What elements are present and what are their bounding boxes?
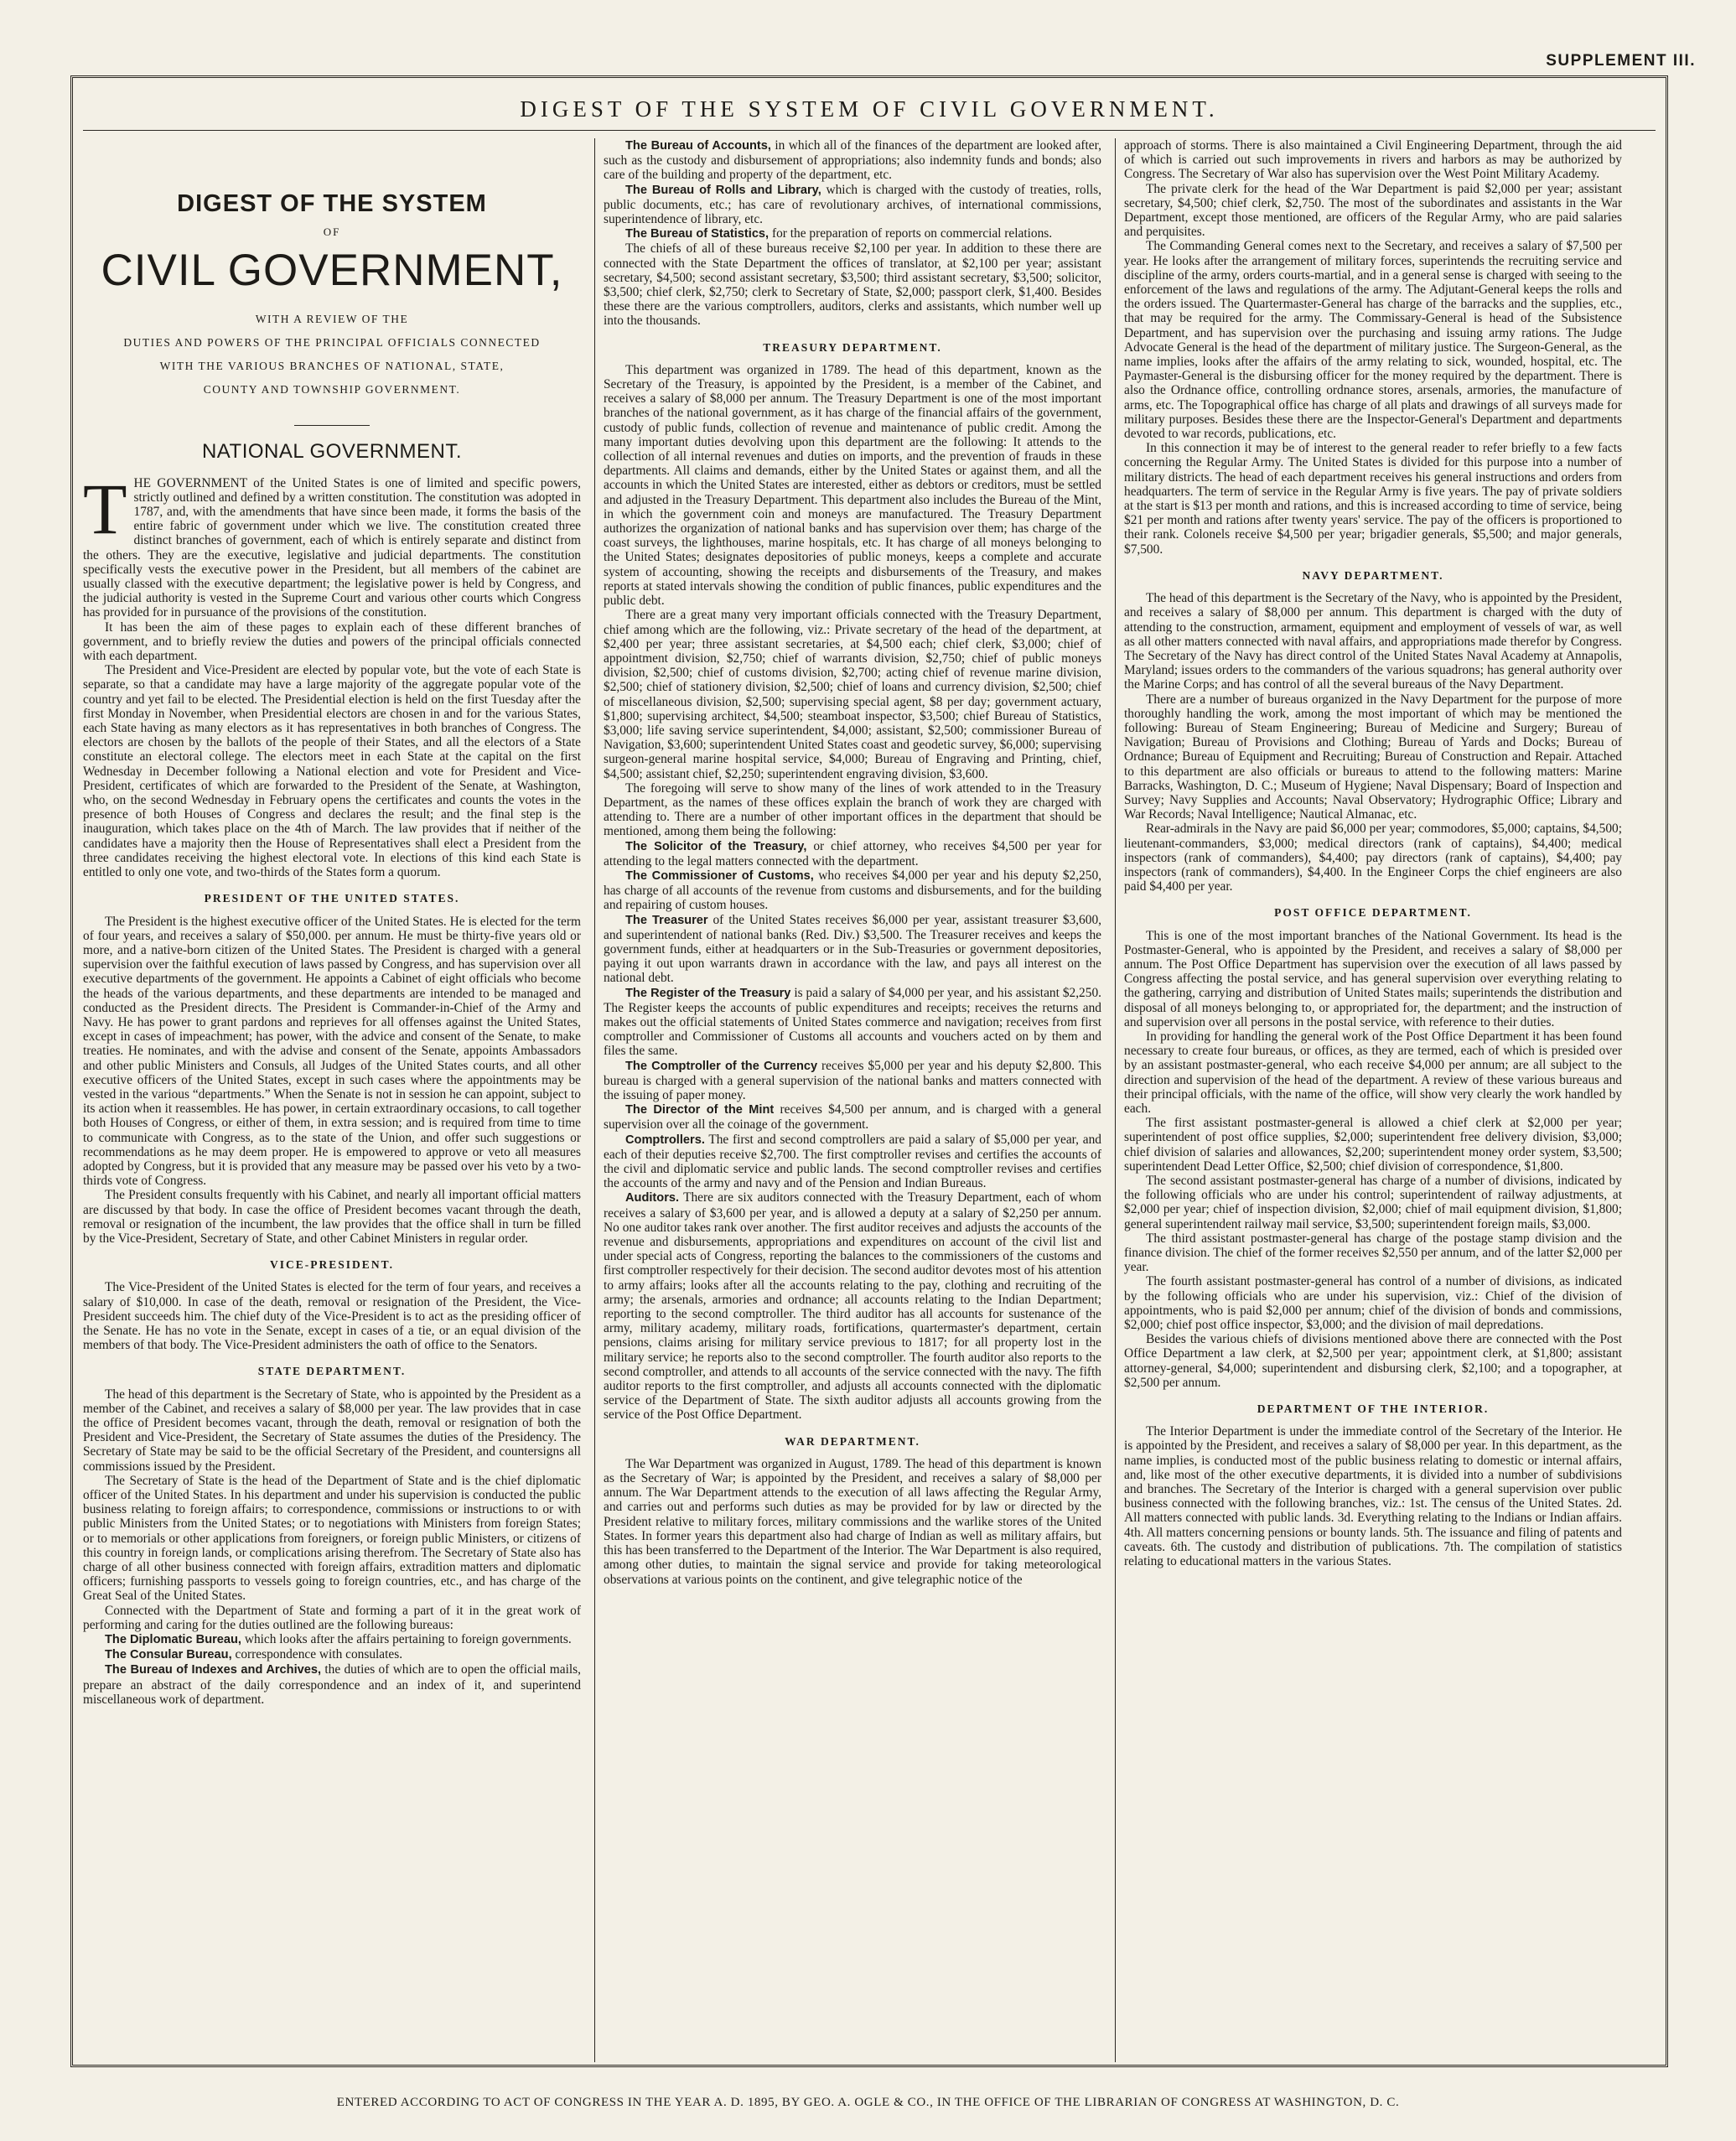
paragraph: The first assistant postmaster-general is allowed a chief clerk at $2,000 per year; superintendent of post office supplies, $2,000; superintendent free delivery division, $3,000; chief division of salaries and allowances, $2,200; superintendent money order system, $3,500; superintendent Dead Letter Office, $2,500; chief division of correspondence, $1,800. xyxy=(1124,1116,1622,1174)
masthead-main-title: CIVIL GOVERNMENT, xyxy=(101,246,563,296)
bureau-paragraph xyxy=(83,1647,581,1662)
paragraph: The chiefs of all of these bureaus receive $2,100 per year. In addition to these there are connected with the State Department the offices of translator, at $2,100 per year; assistant secretary, $4,500; second assistant secretary, $3,500; third assistant secretary, $3,500; solicitor, $3,500; chief clerk, $2,750; clerk to Secretary of State, $2,000; passport clerk, $1,400. Besides these there are the various comptrollers, auditors, clerks and assistants, which number well up into the thousands. xyxy=(604,241,1101,329)
office-name: The Solicitor of the Treasury, xyxy=(625,839,807,853)
paragraph: The Secretary of State is the head of the Department of State and is the chief diplomatic officer of the United States. In his department and under his supervision is conducted the public business relating to foreign affairs; to correspondence, commissions or instructions to or with public Ministers from the United States; or to negotiations with Ministers from foreign States; or to memorials or other applications from foreigners, or foreign public Ministers, or citizens of this country in foreign lands, or complications arising therefrom. The Secretary of State also has charge of all other business connected with foreign affairs, extradition matters and diplomatic officers; furnishing passports to vessels going to foreign countries, etc., and has charge of the Great Seal of the United States. xyxy=(83,1473,581,1604)
office-text: is paid a salary of $4,000 per year, and his assistant $2,250. The Register keeps the accounts of public expenditures and receipts; receives the returns and makes out the official statements of United States commerce and navigation; receives from first comptroller and Commissioner of Customs all accounts and vouchers acted on by them and files the same. xyxy=(604,985,1101,1059)
masthead-review-1: WITH A REVIEW OF THE xyxy=(255,313,409,326)
bureau-text: for the preparation of reports on commercial relations. xyxy=(769,226,1053,241)
bureau-name: The Bureau of Rolls and Library, xyxy=(625,183,821,197)
section-heading-treasury: TREASURY DEPARTMENT. xyxy=(763,340,942,354)
paragraph: The third assistant postmaster-general has charge of the postage stamp division and the finance division. The chief of the former receives $2,550 per annum, and of the latter $2,000 per year. xyxy=(1124,1231,1622,1275)
office-text: who receives $4,000 per year and his deputy $2,250, has charge of all accounts of the revenue from customs and disbursements, and for the building and repairing of custom houses. xyxy=(604,868,1101,913)
column-1 xyxy=(83,138,581,2062)
bureau-name: The Bureau of Accounts, xyxy=(625,139,771,153)
column-3 xyxy=(1124,138,1622,2062)
masthead-review-3: WITH THE VARIOUS BRANCHES OF NATIONAL, STATE, xyxy=(159,360,505,373)
bureau-name: The Bureau of Indexes and Archives, xyxy=(105,1663,322,1677)
office-name: The Director of the Mint xyxy=(625,1103,775,1117)
office-text: receives $4,500 per annum, and is charged with a general supervision over all the coinage of the government. xyxy=(604,1102,1101,1133)
paragraph: In providing for handling the general work of the Post Office Department it has been found necessary to create four bureaus, or offices, as they are termed, each of which is presided over by an assistant postmaster-general, who each receive $4,000 per annum; are all subject to the direction and supervision of the head of the department. A review of these various bureaus and their principal officials, with the name of the office, will show very clearly the work handled by each. xyxy=(1124,1029,1622,1116)
paragraph: approach of storms. There is also maintained a Civil Engineering Department, through the aid of which is carried out such improvements in rivers and harbors as may be authorized by Congress. The Secretary of War also has supervision over the West Point Military Academy. xyxy=(1124,138,1622,182)
office-name: Auditors. xyxy=(625,1191,680,1205)
paragraph: This is one of the most important branches of the National Government. Its head is the Postmaster-General, who is appointed by the President, and receives a salary of $8,000 per annum. The Post Office Department has supervision over the execution of all laws passed by Congress affecting the postal service, and has general supervision over everything relating to the gathering, carrying and distribution of United States mails; superintends the distribution and disposal of all moneys belonging to, or appropriated for, the department; and the instruction of and supervision over all persons in the postal service, with reference to their duties. xyxy=(1124,928,1622,1029)
paragraph: The President consults frequently with his Cabinet, and nearly all important official matters are discussed by that body. In case the office of President becomes vacant through the death, removal or resignation of the incumbent, the law provides that the office shall in turn be filled by the Vice-President, Secretary of State, and other Cabinet Ministers in regular order. xyxy=(83,1188,581,1246)
column-divider-2 xyxy=(1115,138,1116,2062)
bureau-paragraph xyxy=(83,1662,581,1707)
office-text: The first and second comptrollers are paid a salary of $5,000 per year, and each of their deputies receive $2,700. The first comptroller revises and certifies the accounts of the civil and diplomatic service and public lands. The second comptroller revises and certifies the accounts of the army and navy and of the Pension and Indian Bureaus. xyxy=(604,1132,1101,1191)
section-heading-vice-president: VICE-PRESIDENT. xyxy=(270,1258,394,1272)
section-heading-war: WAR DEPARTMENT. xyxy=(785,1434,920,1448)
bureau-paragraph xyxy=(604,183,1101,227)
paragraph: The President and Vice-President are elected by popular vote, but the vote of each State is separate, so that a candidate may have a large majority of the aggregate popular vote of the country and yet fail to be elected. The Presidential election is held on the first Tuesday after the first Monday in November, when Presidential electors are chosen in and for the various States, each State having as many electors as it has representatives in both branches of Congress. The electors are chosen by the ballots of the people of their States, and all the electors of a State constitute an electoral college. The electors meet in each State at the capital on the first Wednesday in December following a National election and vote for President and Vice-President, certificates of which are forwarded to the President of the Senate, at Washington, who, on the second Wednesday in February opens the certificates and counts the votes in the presence of both Houses of Congress and declares the result; and the final step is the inauguration, which takes place on the 4th of March. The law provides that if neither of the candidates have a majority then the House of Representatives shall elect a President from the three candidates receiving the highest electoral vote. In elections of this kind each State is entitled to only one vote, and two-thirds of the States form a quorum. xyxy=(83,663,581,880)
bureau-text: the duties of which are to open the official mails, prepare an abstract of the daily correspondence and an index of it, and superintend miscellaneous work of department. xyxy=(83,1662,581,1707)
intro-text: HE GOVERNMENT of the United States is one of limited and specific powers, strictly outlined and defined by a written constitution. The constitution was adopted in 1787, and, with the amendments that have since been made, it forms the basis of the entire fabric of government under which we live. The constitution created three distinct branches of government, each of which is entirely separate and distinct from the others. They are the executive, legislative and judicial departments. The constitution specifically vests the executive power in the President, but all members of the cabinet are usually classed with the executive department; the legislative power is held by Congress, and the judicial authority is vested in the Supreme Court and various other courts which Congress has provided for in pursuance of the provisions of the constitution. xyxy=(83,475,581,620)
paragraph: Rear-admirals in the Navy are paid $6,000 per year; commodores, $5,000; captains, $4,500; lieutenant-commanders, $3,000; medical directors (rank of captains), $4,400; medical inspectors (rank of commanders), $4,400; pay directors (rank of captains), $4,400; pay inspectors (rank of commanders), $4,400. In the Engineer Corps the chief engineers are also paid $4,400 per year. xyxy=(1124,822,1622,894)
paragraph: The head of this department is the Secretary of State, who is appointed by the President as a member of the Cabinet, and receives a salary of $8,000 per year. The law provides that in case the office of President becomes vacant, through the death, removal or resignation of both the President and Vice-President, the Secretary of State assumes the duties of the Presidency. The Secretary of State may be said to be the official Secretary of the President, and countersigns all commissions issued by the President. xyxy=(83,1387,581,1474)
office-paragraph xyxy=(604,1133,1101,1191)
paragraph: The Interior Department is under the immediate control of the Secretary of the Interior. He is appointed by the President, and receives a salary of $8,000 per year. In this department, as the name implies, is conducted most of the public business relating to domestic or internal affairs, and, like most of the other executive departments, it is divided into a number of subdivisions and branches. The Secretary of the Interior is charged with a general supervision over public business connected with the following branches, viz.: 1st. The census of the United States. 2d. All matters connected with public lands. 3d. Everything relating to the Indians or Indian affairs. 4th. All matters concerning pensions or bounty lands. 5th. The issuance and filing of patents and caveats. 6th. The custody and distribution of publications. 7th. The compilation of statistics relating to educational matters in the various States. xyxy=(1124,1424,1622,1569)
section-heading-navy: NAVY DEPARTMENT. xyxy=(1302,568,1444,582)
bureau-paragraph xyxy=(604,226,1101,241)
masthead-review xyxy=(83,308,581,402)
bureau-name: The Consular Bureau, xyxy=(105,1648,232,1662)
paragraph: In this connection it may be of interest to the general reader to refer briefly to a few facts concerning the Regular Army. The United States is divided for this purpose into a number of military districts. The head of each department receives his general instructions and orders from headquarters. The term of service in the Regular Army is five years. The pay of private soldiers at the start is $13 per month and rations, and this is increased according to time of service, being $21 per month and rations after twenty years' service. The pay of the officers is proportioned to their rank. Colonels receive $4,500 per year; brigadier generals, $5,500; and major generals, $7,500. xyxy=(1124,441,1622,557)
page-frame xyxy=(70,75,1668,2067)
paragraph: The President is the highest executive officer of the United States. He is elected for the term of four years, and receives a salary of $50,000. per annum. He must be thirty-five years old or more, and a native-born citizen of the United States. The President is charged with a general supervision over the faithful execution of laws passed by Congress, and has supervision over all executive departments of the government. He appoints a Cabinet of eight officials who become the heads of the various departments, and these departments are intended to be managed and conducted as the President directs. The President is Commander-in-Chief of the Army and Navy. He has power to grant pardons and reprieves for all offenses against the United States, except in cases of impeachment; has power, with the advice and consent of the Senate, to make treaties. He nominates, and with the advise and consent of the Senate, appoints Ambassadors and other public Ministers and Consuls, all Judges of the United States courts, and all other executive officers of the United States, except in such cases where the appointments may be vested in the various “departments.” When the Senate is not in session he can appoint, subject to its action when it reassembles. He has power, in certain extraordinary occasions, to call together both Houses of Congress, or either of them, in extra session; and is required from time to time to communicate with Congress, as to the state of the Union, and offer such suggestions or recommendations as he may deem proper. He is empowered to approve or veto all measures adopted by Congress, but it is provided that any measure may be passed over his veto by a two-thirds vote of Congress. xyxy=(83,914,581,1189)
paragraph: The Commanding General comes next to the Secretary, and receives a salary of $7,500 per year. He looks after the arrangement of military forces, superintends the recruiting service and discipline of the army, orders courts-martial, and in a general sense is charged with seeing to the enforcement of the laws and regulations of the army. The Adjutant-General keeps the rolls and the orders issued. The Quartermaster-General has charge of the barracks and the supplies, etc., that may be required for the army. The Commissary-General is head of the Subsistence Department, and has supervision over the purchasing and issuing army rations. The Judge Advocate General is the head of the department of military justice. The Surgeon-General, as the name implies, looks after the affairs of the army relating to sick, wounded, hospital, etc. The Paymaster-General is the disbursing officer for the money required by the department. There is also the Ordnance office, controlling ordnance stores, arsenals, armories, the manufacture of arms, etc. The Topographical office has charge of all plats and drawings of all surveys made for military purposes. Besides these there are the Inspector-General's Department and departments devoted to war records, publications, etc. xyxy=(1124,239,1622,442)
bureau-text: correspondence with consulates. xyxy=(231,1647,403,1662)
bureau-text: which looks after the affairs pertaining to foreign governments. xyxy=(241,1632,572,1647)
paragraph: The second assistant postmaster-general has charge of a number of divisions, indicated by the following officials who are under his control; superintendent of railway adjustments, at $2,000 per year; chief of inspection division, $2,000; chief of mail equipment division, $1,800; general superintendent railway mail service, $3,500; superintendent foreign mails, $3,000. xyxy=(1124,1174,1622,1231)
intro-paragraph xyxy=(83,468,581,620)
section-heading-state: STATE DEPARTMENT. xyxy=(257,1365,407,1378)
bureau-text: which is charged with the custody of treaties, rolls, public documents, etc.; has care of revolutionary archives, of international commissions, superintendence of library, etc. xyxy=(604,182,1101,227)
paragraph: The fourth assistant postmaster-general has control of a number of divisions, as indicated by the following officials who are under his supervision, viz.: Chief of the division of appointments, who is paid $2,000 per annum; chief of the division of bonds and commissions, $2,000; chief post office inspector, $3,000; and the division of mail depredations. xyxy=(1124,1274,1622,1333)
office-name: The Comptroller of the Currency xyxy=(625,1059,818,1073)
office-text: receives $5,000 per year and his deputy $2,800. This bureau is charged with a general supervision of the national banks and matters connected with the issuing of paper money. xyxy=(604,1058,1101,1102)
paragraph: This department was organized in 1789. The head of this department, known as the Secretary of the Treasury, is appointed by the President, is a member of the Cabinet, and receives a salary of $8,000 per annum. The Treasury Department is one of the most important branches of the national government, as it has charge of the financial affairs of the government, custody of public funds, collection of revenue and maintenance of public credit. Among the many important duties devolving upon this department are the following: It attends to the collection of all internal revenues and duties on imports, and the prevention of frauds in these departments. All claims and demands, either by the United States or against them, and all the accounts in which the United States are interested, either as debtors or creditors, must be settled and adjusted in the Treasury Department. This department also includes the Bureau of the Mint, in which the government coin and moneys are manufactured. The Treasury Department authorizes the organization of national banks and has supervision over them; has charge of the coast surveys, the lighthouses, marine hospitals, etc. It has charge of all moneys belonging to the United States; designates depositories of public moneys, keeps a complete and accurate system of accounting, showing the receipts and disbursements of the Treasury, and makes reports at stated intervals showing the condition of public finances, public expenditures and the public debt. xyxy=(604,362,1101,609)
page-header-title: DIGEST OF THE SYSTEM OF CIVIL GOVERNMENT. xyxy=(520,96,1219,122)
paragraph: The private clerk for the head of the War Department is paid $2,000 per year; assistant secretary, $4,500; chief clerk, $2,750. The most of the subordinates and assistants in the War Department, except those mentioned, are officers of the Regular Army, who are paid salaries and perquisites. xyxy=(1124,181,1622,240)
paragraph: It has been the aim of these pages to explain each of these different branches of government, and to briefly review the duties and powers of the principal officials connected with each department. xyxy=(83,619,581,664)
bureau-name: The Diplomatic Bureau, xyxy=(105,1633,241,1647)
office-paragraph xyxy=(604,1102,1101,1132)
bureau-paragraph xyxy=(604,138,1101,183)
masthead xyxy=(83,190,581,464)
section-heading-post-office: POST OFFICE DEPARTMENT. xyxy=(1274,906,1472,920)
masthead-review-4: COUNTY AND TOWNSHIP GOVERNMENT. xyxy=(203,383,461,397)
masthead-of: OF xyxy=(323,226,341,239)
office-paragraph xyxy=(604,986,1101,1059)
national-government-heading: NATIONAL GOVERNMENT. xyxy=(201,440,463,464)
office-paragraph xyxy=(604,1059,1101,1103)
office-name: Comptrollers. xyxy=(625,1133,705,1147)
office-paragraph xyxy=(604,913,1101,986)
office-text: or chief attorney, who receives $4,500 per year for attending to the legal matters connected with the department. xyxy=(604,838,1101,868)
masthead-line1: DIGEST OF THE SYSTEM xyxy=(177,190,487,217)
office-name: The Commissioner of Customs, xyxy=(625,868,814,883)
paragraph: The foregoing will serve to show many of the lines of work attended to in the Treasury Department, as the names of these offices explain the branch of work they are charged with attending to. There are a number of other important offices in the department that should be mentioned, among them being the following: xyxy=(604,780,1101,839)
header-rule xyxy=(83,130,1656,131)
office-paragraph xyxy=(604,868,1101,913)
section-heading-president: PRESIDENT OF THE UNITED STATES. xyxy=(204,892,460,905)
copyright-footer: ENTERED ACCORDING TO ACT OF CONGRESS IN THE YEAR A. D. 1895, BY GEO. A. OGLE & CO., IN THE OFFICE OF THE LIBRARIAN OF CONGRESS AT WASHINGTON, D. C. xyxy=(336,2096,1400,2109)
office-paragraph xyxy=(604,839,1101,868)
office-name: The Register of the Treasury xyxy=(625,986,791,1000)
paragraph: Besides the various chiefs of divisions mentioned above there are connected with the Post Office Department a law clerk, at $2,500 per year; appointment clerk, at $1,800; assistant attorney-general, $4,000; superintendent and disbursing clerk, $2,100; and a topographer, at $2,500 per annum. xyxy=(1124,1332,1622,1390)
paragraph: The head of this department is the Secretary of the Navy, who is appointed by the President, and receives a salary of $8,000 per annum. This department is charged with the duty of attending to the construction, armament, equipment and employment of vessels of war, as well as all other matters connected with naval affairs, and appropriations made therefor by Congress. The Secretary of the Navy has direct control of the United States Naval Academy at Annapolis, Maryland; issues orders to the commanders of the various squadrons; has general authority over the Marine Corps; and has control of all the several bureaus of the Navy Department. xyxy=(1124,591,1622,692)
column-divider-1 xyxy=(594,138,595,2062)
drop-cap: T xyxy=(83,468,127,549)
office-paragraph xyxy=(604,1190,1101,1422)
section-heading-interior: DEPARTMENT OF THE INTERIOR. xyxy=(1257,1402,1490,1416)
supplement-label: SUPPLEMENT III. xyxy=(1546,52,1696,70)
paragraph: There are a number of bureaus organized in the Navy Department for the purpose of more thoroughly handling the work, among the most important of which may be mentioned the following: Bureau of Steam Engineering; Bureau of Medicine and Surgery; Bureau of Navigation; Bureau of Provisions and Clothing; Bureau of Yards and Docks; Bureau of Ordnance; Bureau of Equipment and Recruiting; Bureau of Construction and Repair. Attached to this department are also officials or bureaus to attend to the following matters: Marine Barracks, Washington, D. C.; Museum of Hygiene; Naval Dispensary; Board of Inspection and Survey; Navy Supplies and Accounts; Naval Observatory; Hydrographic Office; Library and War Records; Naval Intelligence; Nautical Almanac, etc. xyxy=(1124,692,1622,822)
bureau-name: The Bureau of Statistics, xyxy=(625,227,770,241)
column-2 xyxy=(604,138,1101,2062)
office-name: The Treasurer xyxy=(625,913,708,927)
masthead-review-2: DUTIES AND POWERS OF THE PRINCIPAL OFFICIALS CONNECTED xyxy=(123,336,541,350)
masthead-rule xyxy=(294,425,370,426)
office-text: of the United States receives $6,000 per year, assistant treasurer $3,600, and superintendent of national banks (Red. Div.) $3,500. The Treasurer receives and keeps the government funds, either at headquarters or in the Sub-Treasuries or government depositories, paying it out upon warrants drawn in accordance with the law, and pays all interest on the national debt. xyxy=(604,912,1101,986)
paragraph: The Vice-President of the United States is elected for the term of four years, and receives a salary of $10,000. In case of the death, removal or resignation of the President, the Vice-President succeeds him. The chief duty of the Vice-President is to act as the presiding officer of the Senate. He has no vote in the Senate, except in cases of a tie, or an equal division of the members of that body. The Vice-President administers the oath of office to the Senators. xyxy=(83,1280,581,1353)
paragraph: Connected with the Department of State and forming a part of it in the great work of performing and caring for the duties outlined are the following bureaus: xyxy=(83,1603,581,1632)
bureau-paragraph xyxy=(83,1632,581,1647)
office-text: There are six auditors connected with the Treasury Department, each of whom receives a salary of $3,600 per year, and is allowed a deputy at a salary of $2,250 per annum. No one auditor takes rank over another. The first auditor receives and adjusts the accounts of the revenue and disbursements, appropriations and expenditures on account of the civil list and under special acts of Congress, reporting the balances to the commissioners of the customs and first comptroller respectively for their decision. The second auditor devotes most of his attention to army affairs; looks after all the accounts relating to the pay, clothing and recruiting of the army; the arsenals, armories and ordnance; all accounts relating to the Indian Department; reporting to the second comptroller. The third auditor has all accounts for sustenance of the army, military academy, military roads, fortifications, quartermaster's department, certain pensions, claims arising for military service previous to 1817; for all property lost in the military service; he reports also to the second comptroller. The fourth auditor also reports to the second comptroller, and attends to all accounts of the service connected with the navy. The fifth auditor reports to the first comptroller, and adjusts all accounts connected with the diplomatic service of the Department of State. The sixth auditor adjusts all accounts growing from the service of the Post Office Department. xyxy=(604,1190,1101,1423)
bureau-text: in which all of the finances of the department are looked after, such as the custody and disbursement of appropriations; also indemnity funds and bonds; also care of the building and property of the department, etc. xyxy=(604,138,1101,183)
paragraph: The War Department was organized in August, 1789. The head of this department is known as the Secretary of War; is appointed by the President, and receives a salary of $8,000 per annum. The War Department attends to the execution of all laws affecting the Regular Army, and carries out and performs such duties as may be provided for by law or directed by the President relative to military forces, military commissions and the warlike stores of the United States. In former years this department also had charge of Indian as well as military affairs, but this has been transferred to the Department of the Interior. The War Department is also required, among other duties, to maintain the signal service and provide for taking meteorological observations at various points on the continent, and give telegraphic notice of the xyxy=(604,1456,1101,1587)
paragraph: There are a great many very important officials connected with the Treasury Department, chief among which are the following, viz.: Private secretary of the head of the department, at $2,400 per year; three assistant secretaries, at $4,500 each; chief clerk, $3,000; chief of appointment division, $2,750; chief of warrants division, $2,750; chief of public moneys division, $2,500; chief of customs division, $2,700; acting chief of revenue marine division, $2,500; chief of stationery division, $2,500; chief of loans and currency division, $2,500; chief of miscellaneous division, $2,500; supervising special agent, $8 per day; government actuary, $1,800; supervising architect, $4,500; steamboat inspector, $3,500; chief Bureau of Statistics, $3,000; life saving service superintendent, $4,000; assistant, $2,500; commissioner Bureau of Navigation, $3,600; superintendent United States coast and geodetic survey, $6,000; supervising surgeon-general marine hospital service, $4,000; Bureau of Engraving and Printing, chief, $4,500; assistant chief, $2,250; superintendent engraving division, $3,600. xyxy=(604,608,1101,781)
